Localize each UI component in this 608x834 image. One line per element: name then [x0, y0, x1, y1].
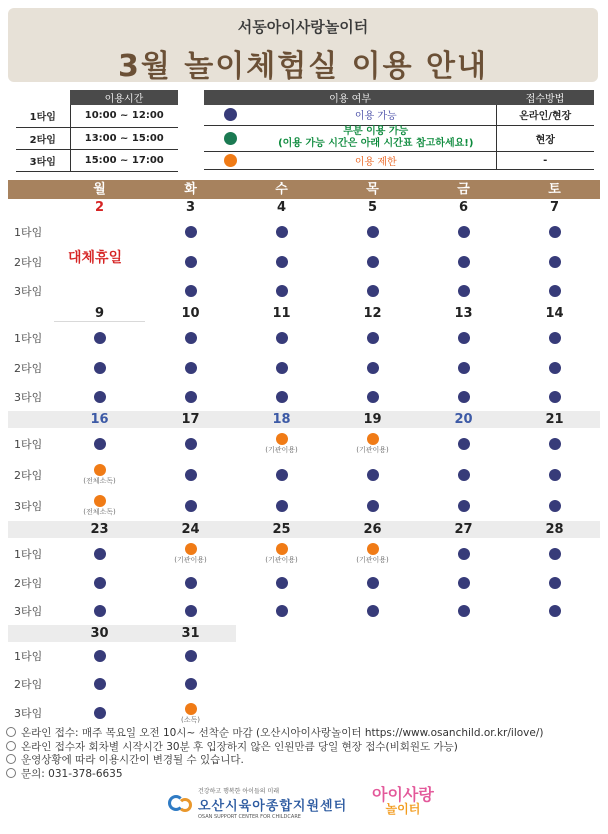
calendar-day-header — [8, 180, 600, 199]
calendar-week-3 — [8, 411, 600, 521]
available-dot-icon — [549, 438, 561, 450]
available-dot-icon — [276, 391, 288, 403]
available-dot-icon — [94, 577, 106, 589]
available-dot-icon — [185, 285, 197, 297]
slot-label: 1타임 — [14, 650, 43, 663]
available-dot-icon — [185, 438, 197, 450]
available-dot-icon — [276, 332, 288, 344]
date-cell: 12 — [363, 306, 382, 321]
time-row: 1타임 10:00 ~ 12:00 — [16, 105, 178, 127]
available-dot-icon — [549, 548, 561, 560]
available-dot-icon — [458, 605, 470, 617]
restricted-dot-icon — [276, 433, 288, 445]
available-dot-icon — [94, 362, 106, 374]
date-cell: 7 — [549, 200, 560, 215]
available-dot-icon — [367, 500, 379, 512]
available-dot-icon — [367, 226, 379, 238]
day-wed: 수 — [275, 182, 288, 197]
available-dot-icon — [549, 256, 561, 268]
available-dot-icon — [458, 256, 470, 268]
day-tue: 화 — [184, 182, 197, 197]
date-cell: 21 — [509, 411, 600, 428]
legend-row-available: 이용 가능 온라인/현장 — [204, 105, 594, 125]
available-dot-icon — [185, 332, 197, 344]
calendar-week-1 — [8, 199, 600, 305]
available-dot-icon — [276, 256, 288, 268]
available-dot-icon — [185, 650, 197, 662]
available-dot-icon — [276, 226, 288, 238]
cell-note: (소독) — [181, 715, 200, 724]
date-cell: 27 — [418, 521, 509, 538]
restricted-dot-icon — [276, 543, 288, 555]
available-dot-icon — [185, 678, 197, 690]
available-dot-icon — [549, 391, 561, 403]
slot-label: 2타임 — [14, 468, 43, 482]
cell-note: (기관이용) — [356, 556, 389, 564]
page-header — [8, 8, 598, 82]
date-cell: 13 — [454, 306, 473, 321]
slot-label: 2타임 — [14, 678, 43, 691]
page-title: 3월 놀이체험실 이용 안내 — [117, 49, 488, 84]
available-dot-icon — [458, 438, 470, 450]
available-dot-icon — [94, 438, 106, 450]
available-dot-icon — [185, 362, 197, 374]
date-cell: 28 — [509, 521, 600, 538]
slot-label: 1타임 — [14, 437, 43, 451]
slot-label: 3타임 — [14, 284, 43, 298]
available-dot-icon — [276, 605, 288, 617]
available-dot-icon — [94, 650, 106, 662]
available-dot-icon — [549, 605, 561, 617]
restricted-dot-icon — [185, 703, 197, 715]
available-dot-icon — [458, 577, 470, 589]
restricted-dot-icon — [185, 543, 197, 555]
center-logo: 건강하고 행복한 아이들의 미래 오산시육아종합지원센터 OSAN SUPPORT CENTER FOR CHILDCARE — [168, 786, 347, 820]
restricted-dot-icon — [224, 154, 237, 167]
available-dot-icon — [367, 605, 379, 617]
time-header: 이용시간 — [70, 90, 178, 105]
bullet-circle-icon — [6, 727, 16, 737]
available-dot-icon — [549, 577, 561, 589]
day-sat: 토 — [548, 182, 561, 197]
date-cell: 2 — [94, 200, 105, 215]
available-dot-icon — [94, 605, 106, 617]
date-cell: 10 — [181, 306, 200, 321]
date-cell: 31 — [145, 625, 236, 642]
calendar-week-4 — [8, 521, 600, 625]
available-dot-icon — [276, 362, 288, 374]
cell-note: (기관이용) — [356, 446, 389, 454]
date-cell: 3 — [185, 200, 196, 215]
partial-dot-icon — [224, 132, 237, 145]
available-dot-icon — [458, 548, 470, 560]
notice-item: 운영상황에 따라 이용시간이 변경될 수 있습니다. — [6, 754, 543, 768]
date-cell: 9 — [54, 305, 145, 322]
date-cell: 24 — [145, 521, 236, 538]
date-cell: 5 — [367, 200, 378, 215]
available-dot-icon — [185, 605, 197, 617]
available-dot-icon — [549, 285, 561, 297]
time-row: 3타임 15:00 ~ 17:00 — [16, 149, 178, 171]
date-cell: 16 — [54, 411, 145, 428]
legend-row-partial: 부분 이용 가능 (이용 가능 시간은 아래 시간표 참고하세요!) 현장 — [204, 125, 594, 151]
available-dot-icon — [549, 332, 561, 344]
restricted-dot-icon — [367, 543, 379, 555]
calendar-week-2 — [8, 305, 600, 411]
available-dot-icon — [367, 332, 379, 344]
organization-name: 서동아이사랑놀이터 — [237, 18, 369, 36]
notice-item: 온라인 접수: 매주 목요일 오전 10시~ 선착순 마감 (오산시아이사랑놀이터 https://www.osanchild.or.kr/ilove/) — [6, 727, 543, 741]
available-dot-icon — [367, 469, 379, 481]
date-cell: 17 — [145, 411, 236, 428]
available-dot-icon — [367, 256, 379, 268]
available-dot-icon — [458, 500, 470, 512]
available-dot-icon — [185, 226, 197, 238]
date-cell: 4 — [276, 200, 287, 215]
usage-legend-table — [204, 90, 594, 170]
time-row: 2타임 13:00 ~ 15:00 — [16, 127, 178, 149]
date-cell: 18 — [236, 411, 327, 428]
slot-label: 2타임 — [14, 255, 43, 269]
available-dot-icon — [367, 577, 379, 589]
available-dot-icon — [549, 226, 561, 238]
monthly-calendar — [8, 180, 600, 728]
usage-status-header: 이용 여부 — [204, 90, 496, 105]
usage-method-header: 접수방법 — [496, 90, 594, 105]
cell-note: (전체소독) — [83, 477, 116, 485]
available-dot-icon — [94, 391, 106, 403]
slot-label: 1타임 — [14, 225, 43, 239]
notice-item: 문의: 031-378-6635 — [6, 768, 543, 782]
slot-label: 2타임 — [14, 577, 43, 590]
available-dot-icon — [94, 678, 106, 690]
available-dot-icon — [458, 469, 470, 481]
date-cell: 26 — [327, 521, 418, 538]
available-dot-icon — [458, 285, 470, 297]
day-fri: 금 — [457, 182, 470, 197]
date-cell: 25 — [236, 521, 327, 538]
slot-label: 2타임 — [14, 361, 43, 375]
notice-item: 온라인 접수자 회차별 시작시간 30분 후 입장하지 않은 인원만큼 당일 현장 접수(비회원도 가능) — [6, 741, 543, 755]
cell-note: (기관이용) — [174, 556, 207, 564]
slot-label: 1타임 — [14, 547, 43, 561]
date-cell: 19 — [327, 411, 418, 428]
day-mon: 월 — [93, 182, 106, 197]
slot-label: 3타임 — [14, 605, 43, 618]
cell-note: (전체소독) — [83, 508, 116, 516]
available-dot-icon — [367, 391, 379, 403]
available-dot-icon — [276, 285, 288, 297]
available-dot-icon — [458, 391, 470, 403]
time-schedule-table — [16, 90, 178, 172]
notice-list — [6, 727, 543, 781]
cell-note: (기관이용) — [265, 446, 298, 454]
restricted-dot-icon — [367, 433, 379, 445]
available-dot-icon — [185, 500, 197, 512]
restricted-dot-icon — [94, 464, 106, 476]
available-dot-icon — [549, 469, 561, 481]
bullet-circle-icon — [6, 741, 16, 751]
available-dot-icon — [94, 707, 106, 719]
available-dot-icon — [185, 469, 197, 481]
available-dot-icon — [185, 391, 197, 403]
available-dot-icon — [549, 500, 561, 512]
available-dot-icon — [185, 256, 197, 268]
available-dot-icon — [276, 500, 288, 512]
available-dot-icon — [224, 108, 237, 121]
date-cell: 30 — [54, 625, 145, 642]
date-cell: 14 — [545, 306, 564, 321]
available-dot-icon — [185, 577, 197, 589]
available-dot-icon — [549, 362, 561, 374]
available-dot-icon — [94, 548, 106, 560]
date-cell: 20 — [418, 411, 509, 428]
holiday-label: 대체휴일 — [68, 250, 123, 266]
day-thu: 목 — [366, 182, 379, 197]
legend-row-restricted: 이용 제한 - — [204, 151, 594, 169]
available-dot-icon — [458, 332, 470, 344]
center-logo-icon — [168, 792, 194, 814]
slot-label: 3타임 — [14, 499, 43, 513]
date-cell: 6 — [458, 200, 469, 215]
available-dot-icon — [276, 577, 288, 589]
available-dot-icon — [458, 226, 470, 238]
restricted-dot-icon — [94, 495, 106, 507]
available-dot-icon — [276, 469, 288, 481]
available-dot-icon — [367, 285, 379, 297]
slot-label: 1타임 — [14, 331, 43, 345]
slot-label: 3타임 — [14, 390, 43, 404]
date-cell: 11 — [272, 306, 291, 321]
bullet-circle-icon — [6, 768, 16, 778]
brand-logo: 아이사랑 놀이터 — [372, 785, 434, 816]
cell-note: (기관이용) — [265, 556, 298, 564]
available-dot-icon — [367, 362, 379, 374]
slot-label: 3타임 — [14, 707, 43, 720]
available-dot-icon — [94, 332, 106, 344]
bullet-circle-icon — [6, 754, 16, 764]
calendar-week-5 — [8, 625, 600, 728]
date-cell: 23 — [54, 521, 145, 538]
available-dot-icon — [458, 362, 470, 374]
